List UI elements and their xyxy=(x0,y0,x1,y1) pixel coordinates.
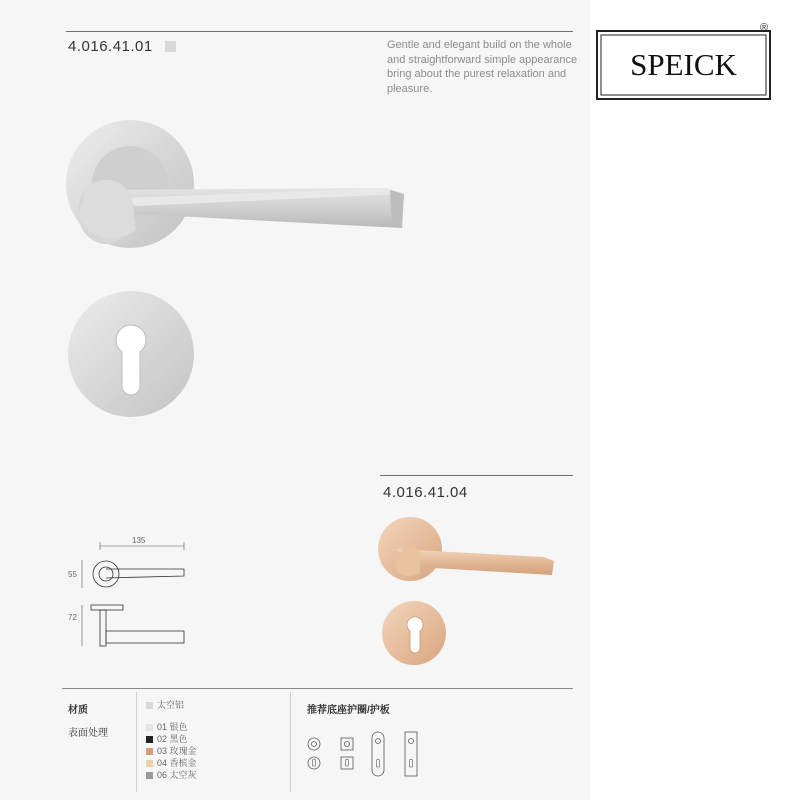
round-rosette-icon xyxy=(307,737,321,751)
finish-item xyxy=(146,722,188,733)
rosette-label: 推荐底座护圈/护板 xyxy=(307,705,390,716)
description-line: and straightforward simple appearance xyxy=(387,53,578,66)
lever-handle-rose-gold xyxy=(380,515,560,587)
finish-item xyxy=(146,770,197,781)
square-backplate-icon xyxy=(404,731,418,777)
rounded-backplate-icon xyxy=(371,731,385,777)
material-value xyxy=(146,700,184,711)
spec-divider-2 xyxy=(290,692,291,792)
technical-drawing xyxy=(82,538,192,648)
finish-swatch xyxy=(146,772,153,779)
finish-item xyxy=(146,758,197,769)
dimension-height-2: 72 xyxy=(68,613,77,622)
key-rosette-silver xyxy=(66,290,196,420)
secondary-product-code: 4.016.41.04 xyxy=(383,484,468,501)
finish-swatch xyxy=(146,748,153,755)
product-color-swatch xyxy=(165,41,176,52)
description-line: bring about the purest relaxation and xyxy=(387,68,567,80)
logo-text: SPEICK xyxy=(630,47,737,82)
product-code: 4.016.41.01 xyxy=(68,38,153,55)
square-rosette-icon xyxy=(340,737,354,751)
finish-item-label: 03 玫瑰金 xyxy=(157,746,197,756)
top-rule xyxy=(66,31,573,32)
product-description xyxy=(387,38,587,96)
finish-item xyxy=(146,746,197,757)
finish-swatch xyxy=(146,760,153,767)
finish-item-label: 06 太空灰 xyxy=(157,770,197,780)
finish-label: 表面处理 xyxy=(68,728,108,739)
dimension-width: 135 xyxy=(132,536,146,545)
material-value-text: 太空铝 xyxy=(157,700,185,710)
lever-handle-silver xyxy=(66,120,426,260)
description-line: Gentle and elegant build on the whole xyxy=(387,39,572,51)
finish-item-label: 04 香槟金 xyxy=(157,758,197,768)
secondary-rule xyxy=(380,475,573,476)
finish-item-label: 02 黑色 xyxy=(157,734,188,744)
round-key-rosette-icon xyxy=(307,756,321,770)
speick-logo xyxy=(596,30,771,100)
dimension-height-1: 55 xyxy=(68,570,77,579)
registered-mark: ® xyxy=(760,22,769,34)
finish-item-label: 01 银色 xyxy=(157,722,188,732)
key-rosette-rose-gold xyxy=(381,600,447,666)
spec-rule xyxy=(62,688,573,689)
square-key-rosette-icon xyxy=(340,756,354,770)
finish-swatch xyxy=(146,724,153,731)
finish-swatch xyxy=(146,736,153,743)
description-line: pleasure. xyxy=(387,82,433,95)
finish-item xyxy=(146,734,188,745)
spec-divider-1 xyxy=(136,692,137,792)
material-swatch xyxy=(146,702,153,709)
material-label: 材质 xyxy=(68,705,88,716)
